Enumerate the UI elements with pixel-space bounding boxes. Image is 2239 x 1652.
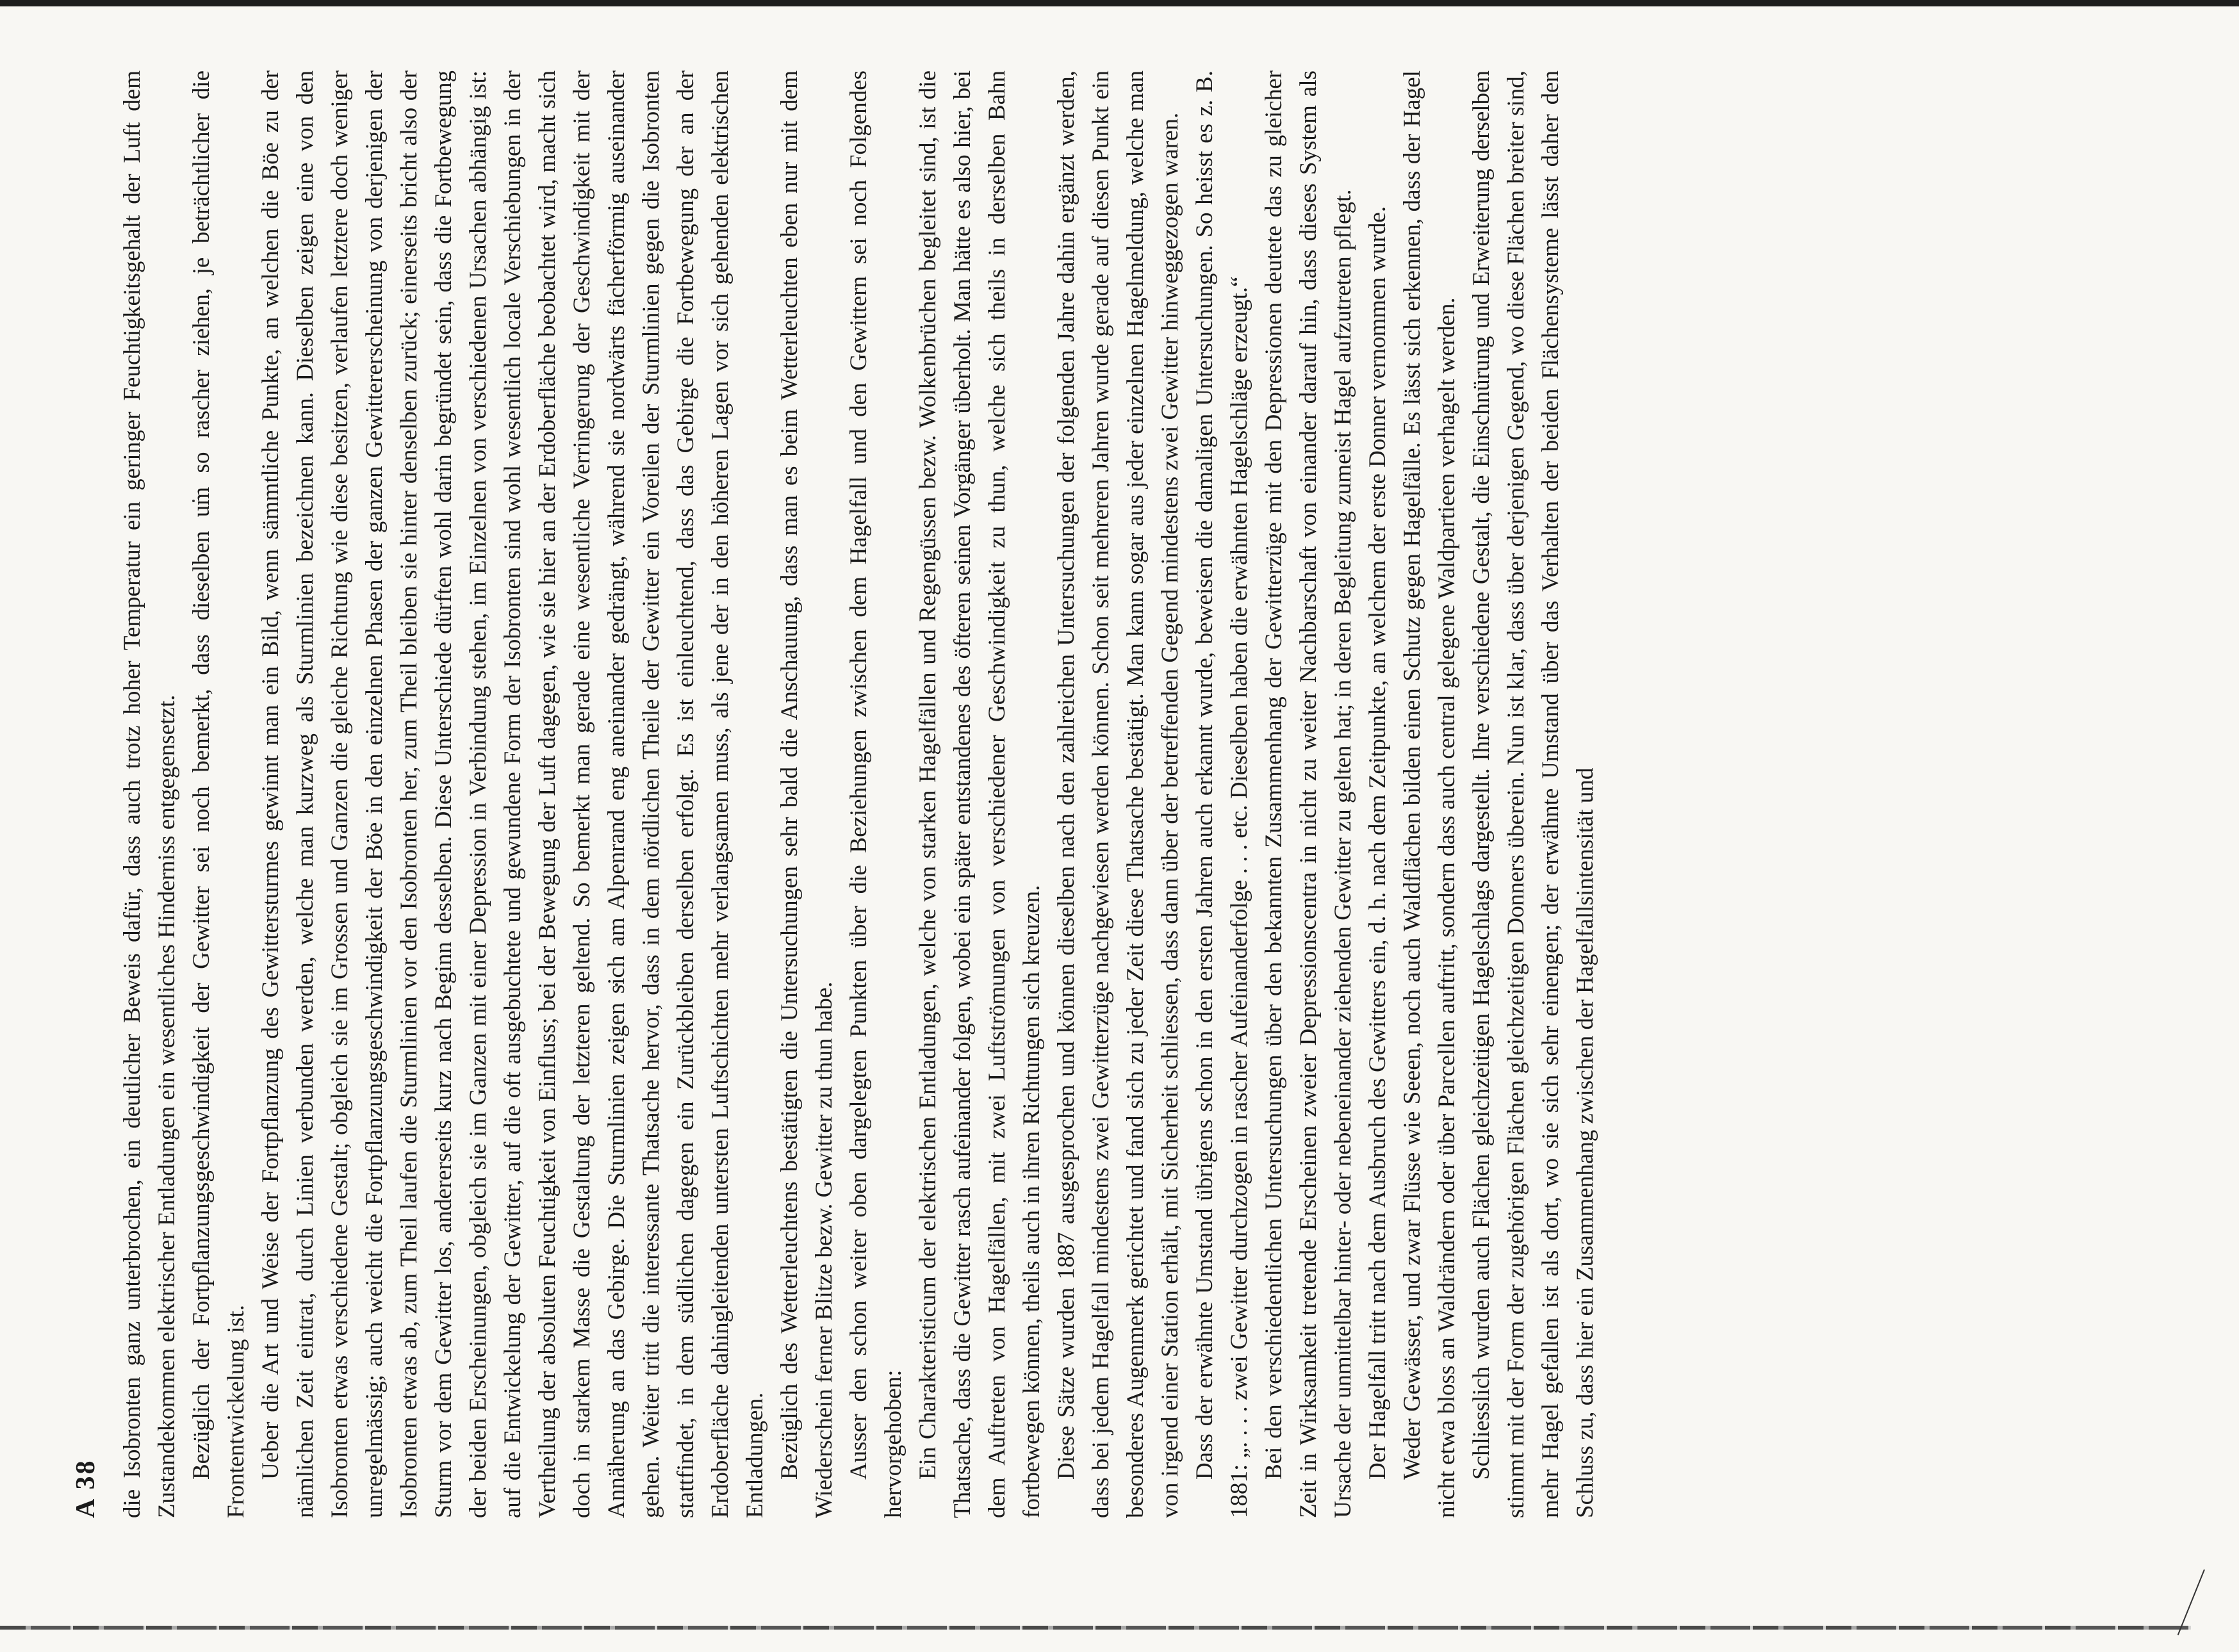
page-number-header: A 38 <box>71 1459 101 1518</box>
paragraph: Ein Charakteristicum der elektrischen Entladungen, welche von starken Hagelfällen und Regengüssen bezw. Wolkenbrüchen begleitet sind, ist die Thatsache, dass die Gewitter rasch aufeinander folgen, wobei ein später entstandenes des öfteren seinen Vorgänger überholt. Man hätte es also hier, bei dem Auftreten von Hagelfällen, mit zwei Luftströmungen von verschiedener Geschwindigkeit zu thun, welche sich theils in derselben Bahn fortbewegen können, theils auch in ihren Richtungen sich kreuzen. <box>915 70 1045 1518</box>
paragraph: Bezüglich des Wetterleuchtens bestätigten die Untersuchungen sehr bald die Anschauung, dass man es beim Wetterleuchten eben nur mit dem Wiederschein ferner Blitze bezw. Gewitter zu thun habe. <box>776 70 837 1518</box>
scan-top-edge <box>0 0 2239 6</box>
paragraph: Schliesslich wurden auch Flächen gleichzeitigen Hagelschlags dargestellt. Ihre verschiedene Gestalt, die Einschnürung und Erweiterung derselben stimmt mit der Form der zugehörigen Flächen gleichzeitigen Donners überein. Nun ist klar, dass über derjenigen Gegend, wo diese Flächen breiter sind, mehr Hagel gefallen ist als dort, wo sie sich sehr einengen; der erwähnte Umstand über das Verhalten der beiden Flächensysteme lässt daher den Schluss zu, dass hier ein Zusammenhang zwischen der Hagelfallsintensität und <box>1468 70 1598 1518</box>
paragraph: die Isobronten ganz unterbrochen, ein deutlicher Beweis dafür, dass auch trotz hoher Temperatur ein geringer Feuchtigkeitsgehalt der Luft dem Zustandekommen elektrischer Entladungen ein wesentliches Hinderniss entgegensetzt. <box>119 70 180 1518</box>
rotated-document-page <box>70 13 2185 1518</box>
paragraph: Bei den verschiedentlichen Untersuchungen über den bekannten Zusammenhang der Gewitterzüge mit den Depressionen deutete das zu gleicher Zeit in Wirksamkeit tretende Erscheinen zweier Depressionscentra in nicht zu weiter Nachbarschaft von einander darauf hin, dass dieses System als Ursache der unmittelbar hinter- oder nebeneinander ziehenden Gewitter zu gelten hat; in deren Begleitung zumeist Hagel aufzutreten pflegt. <box>1261 70 1356 1518</box>
paragraph: Bezüglich der Fortpflanzungsgeschwindigkeit der Gewitter sei noch bemerkt, dass dieselben um so rascher ziehen, je beträchtlicher die Frontentwickelung ist. <box>188 70 249 1518</box>
paragraph: Dass der erwähnte Umstand übrigens schon in den ersten Jahren auch erkannt wurde, beweisen die damaligen Untersuchungen. So heisst es z. B. 1881: „. . . . zwei Gewitter durchzogen in rascher Aufeinanderfolge . . . etc. Dieselben haben die erwähnten Hagelschläge erzeugt.“ <box>1192 70 1252 1518</box>
paragraph: Der Hagelfall tritt nach dem Ausbruch des Gewitters ein, d. h. nach dem Zeitpunkte, an welchem der erste Donner vernommen wurde. <box>1365 206 1391 1480</box>
paragraph: Weder Gewässer, und zwar Flüsse wie Seeen, noch auch Waldflächen bilden einen Schutz gegen Hagelfälle. Es lässt sich erkennen, dass der Hagel nicht etwa bloss an Waldrändern oder über Parcellen auftritt, sondern dass auch central gelegene Waldpartieen verhagelt werden. <box>1399 70 1460 1518</box>
paragraph: Ueber die Art und Weise der Fortpflanzung des Gewittersturmes gewinnt man ein Bild, wenn sämmtliche Punkte, an welchen die Böe zu der nämlichen Zeit eintrat, durch Linien verbunden werden, welche man kurzweg als Sturmlinien bezeichnen kann. Dieselben zeigen eine von den Isobronten etwas verschiedene Gestalt; obgleich sie im Grossen und Ganzen die gleiche Richtung wie diese besitzen, verlaufen letztere doch weniger unregelmässig; auch weicht die Fortpflanzungsgeschwindigkeit der Böe in den einzelnen Phasen der ganzen Gewittererscheinung von derjenigen der Isobronten etwas ab, zum Theil laufen die Sturmlinien vor den Isobronten her, zum Theil bleiben sie hinter denselben zurück; einerseits bricht also der Sturm vor dem Gewitter los, andererseits kurz nach Beginn desselben. Diese Unterschiede dürften wohl darin begründet sein, dass die Fortbewegung der beiden Erscheinungen, obgleich sie im Ganzen mit einer Depression in Verbindung stehen, im Einzelnen von verschiedenen Ursachen abhängig ist: auf die Entwickelung der Gewitter, auf die oft ausgebuchtete und gewundene Form der Isobronten sind wohl wesentlich locale Verschiebungen in der Vertheilung der absoluten Feuchtigkeit von Einfluss; bei der Bewegung der Luft dagegen, wie sie hier an der Erdoberfläche beobachtet wird, macht sich doch in starkem Masse die Gestaltung der letzteren geltend. So bemerkt man gerade eine wesentliche Verringerung der Geschwindigkeit mit der Annäherung an das Gebirge. Die Sturmlinien zeigen sich am Alpenrand eng aneinander gedrängt, während sie nordwärts fächerförmig auseinander gehen. Weiter tritt die interessante Thatsache hervor, dass in dem nördlichen Theile der Gewitter ein Voreilen der Sturmlinien gegen die Isobronten stattfindet, in dem südlichen dagegen ein Zurückbleiben derselben erfolgt. Es ist einleuchtend, dass das Gebirge die Fortbewegung der an der Erdoberfläche dahingleitenden untersten Luftschichten mehr verlangsamen muss, als jene der in den höheren Lagen vor sich gehenden elektrischen Entladungen. <box>258 70 768 1518</box>
scan-bottom-edge <box>0 1626 2191 1630</box>
body-text <box>115 70 1603 1518</box>
paragraph: Diese Sätze wurden 1887 ausgesprochen und können dieselben nach den zahlreichen Untersuchungen der folgenden Jahre dahin ergänzt werden, dass bei jedem Hagelfall mindestens zwei Gewitterzüge nachgewiesen werden können. Schon seit mehreren Jahren wurde gerade auf diesen Punkt ein besonderes Augenmerk gerichtet und fand sich zu jeder Zeit diese Thatsache bestätigt. Man kann sogar aus jeder einzelnen Hagelmeldung, welche man von irgend einer Station erhält, mit Sicherheit schliessen, dass dann über der betreffenden Gegend mindestens zwei Gewitter hinweggezogen waren. <box>1053 70 1183 1518</box>
paragraph: Ausser den schon weiter oben dargelegten Punkten über die Beziehungen zwischen dem Hagelfall und den Gewittern sei noch Folgendes hervorgehoben: <box>846 70 906 1518</box>
